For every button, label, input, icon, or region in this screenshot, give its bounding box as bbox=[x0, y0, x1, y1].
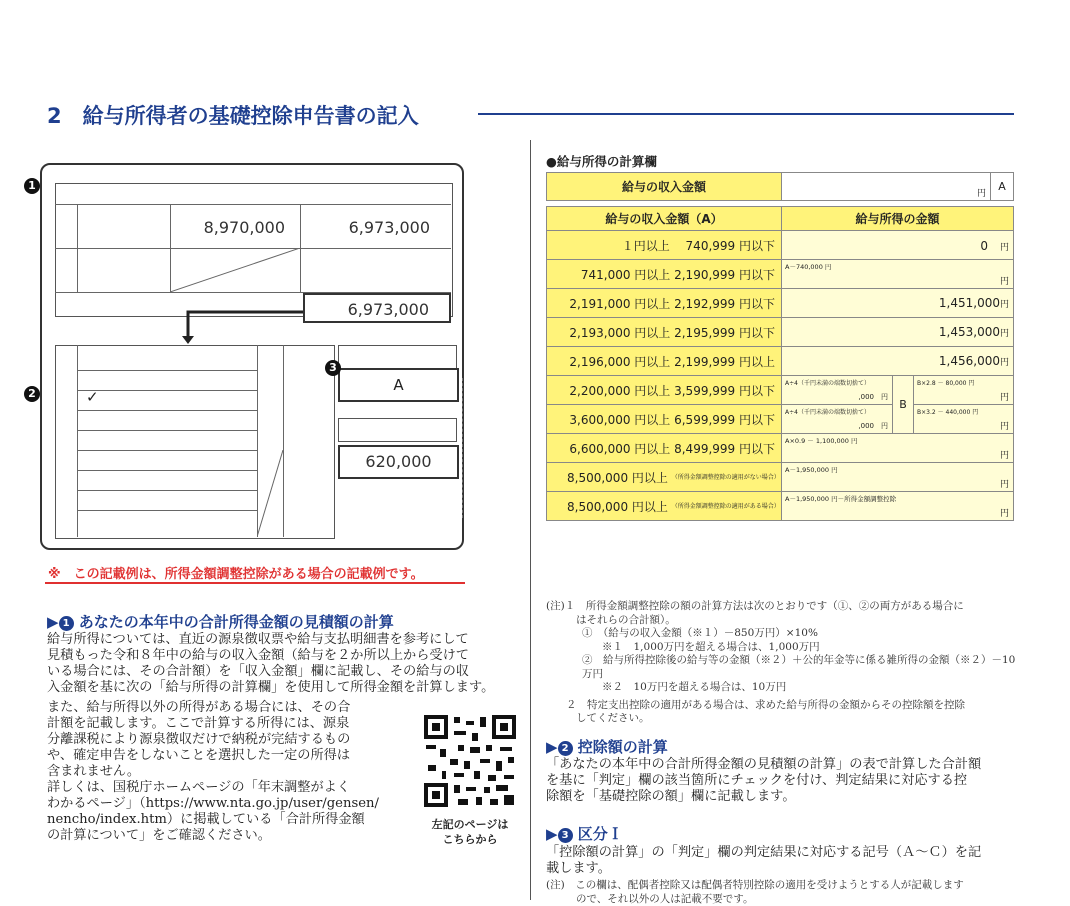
text-line: 左記のページは bbox=[420, 817, 520, 832]
section1-badge: 1 bbox=[59, 616, 74, 631]
range-text: 8,500,000 円以上 bbox=[567, 500, 668, 514]
text-line: nencho/index.htm）に掲載している「合計所得金額 bbox=[47, 812, 412, 828]
text-line: や、確定申告をしないことを選択した一定の所得は bbox=[47, 748, 412, 764]
grid-line bbox=[300, 204, 301, 292]
note-line: ※２ 10万円を超える場合は、10万円 bbox=[546, 681, 1016, 695]
badge-3: 3 bbox=[325, 360, 341, 376]
result-value: 1,456,000 bbox=[939, 354, 1000, 368]
result-cell bbox=[914, 405, 1014, 434]
result-value: 1,453,000 bbox=[939, 325, 1000, 339]
range-cell bbox=[547, 463, 782, 492]
section2-body bbox=[546, 757, 1016, 805]
formula-note: A÷4（千円未満の端数切捨て） bbox=[785, 378, 870, 387]
yen-unit: 円 bbox=[1000, 243, 1009, 253]
result-cell bbox=[782, 434, 1014, 463]
text-line: 含まれません。 bbox=[47, 764, 412, 780]
yen-unit: 円 bbox=[1000, 358, 1009, 368]
qr-code[interactable] bbox=[424, 715, 516, 807]
note-line: ※１ 1,000万円を超える場合は、1,000万円 bbox=[546, 641, 1016, 655]
formula-unit: ,000 円 bbox=[858, 392, 888, 402]
deduction-header bbox=[338, 418, 457, 442]
result-value: 0 bbox=[980, 239, 988, 253]
note-underline bbox=[45, 582, 465, 584]
formula-note: A÷4（千円未満の端数切捨て） bbox=[785, 407, 870, 416]
note-line: はそれらの合計額）。 bbox=[546, 614, 1016, 628]
text-line: 除額を「基礎控除の額」欄に記載します。 bbox=[546, 789, 1016, 805]
section1-title: あなたの本年中の合計所得金額の見積額の計算 bbox=[79, 613, 394, 631]
note-line: (注)１ 所得金額調整控除の額の計算方法は次のとおりです（①、②の両方がある場合に bbox=[546, 600, 1016, 614]
badge-2: 2 bbox=[24, 386, 40, 402]
range-cell: １円以上 740,999 円以下 bbox=[547, 231, 782, 260]
formula-note: A－1,950,000 円－所得金額調整控除 bbox=[785, 494, 896, 503]
section3-title: 区分Ｉ bbox=[578, 825, 623, 843]
text-line: また、給与所得以外の所得がある場合には、その合 bbox=[47, 700, 412, 716]
grid-line bbox=[283, 345, 284, 537]
triangle-icon: ▶ bbox=[546, 738, 558, 756]
diagonal-line bbox=[170, 248, 300, 292]
note-line: してください。 bbox=[546, 712, 1016, 726]
result-cell bbox=[782, 347, 1014, 376]
dashed-guide bbox=[462, 378, 464, 518]
salary-value: 6,973,000 bbox=[310, 218, 430, 237]
cell-a: A bbox=[991, 173, 1014, 201]
text-line: 載します。 bbox=[546, 861, 1016, 877]
yen-unit: 円 bbox=[1000, 506, 1009, 519]
grid-line bbox=[77, 450, 257, 451]
range-cell: 2,200,000 円以上 3,599,999 円以下 bbox=[547, 376, 782, 405]
page-title bbox=[47, 100, 419, 130]
grid-line bbox=[77, 510, 257, 511]
text-line: 詳しくは、国税庁ホームページの「年末調整がよく bbox=[47, 780, 412, 796]
grid-line bbox=[77, 390, 257, 391]
note-line: ② 給与所得控除後の給与等の金額（※２）＋公的年金等に係る雑所得の金額（※２）－10万円 bbox=[546, 654, 1016, 681]
quarter-cell bbox=[782, 405, 893, 434]
range-cell: 741,000 円以上 2,190,999 円以下 bbox=[547, 260, 782, 289]
text-line: 「控除額の計算」の「判定」欄の判定結果に対応する記号（Ａ～Ｃ）を記 bbox=[546, 845, 1016, 861]
text-line: こちらから bbox=[420, 832, 520, 847]
result-cell bbox=[782, 231, 1014, 260]
calc-notes bbox=[546, 600, 1016, 726]
text-line: の計算について」をご確認ください。 bbox=[47, 828, 412, 844]
cell-b: B bbox=[893, 376, 914, 434]
triangle-icon: ▶ bbox=[47, 613, 59, 631]
yen-unit: 円 bbox=[1000, 419, 1009, 432]
text-line: 計額を記載します。ここで計算する所得には、源泉 bbox=[47, 716, 412, 732]
income-calc-table bbox=[546, 206, 1014, 521]
check-mark: ✓ bbox=[86, 388, 99, 406]
range-cell: 2,191,000 円以上 2,192,999 円以下 bbox=[547, 289, 782, 318]
text-line: 見積もった令和８年中の給与の収入金額（給与を２か所以上から受けて bbox=[47, 648, 517, 664]
income-value: 8,970,000 bbox=[180, 218, 285, 237]
formula-note: A－1,950,000 円 bbox=[785, 465, 838, 474]
formula-note: A－740,000 円 bbox=[785, 262, 831, 271]
section3-badge: 3 bbox=[558, 828, 573, 843]
grid-line bbox=[55, 204, 451, 205]
section2-heading bbox=[546, 736, 668, 757]
text-line: 「あなたの本年中の合計所得金額の見積額の計算」の表で計算した合計額 bbox=[546, 757, 1016, 773]
note-line: ので、それ以外の人は記載不要です。 bbox=[546, 893, 1026, 906]
note-line: (注) この欄は、配偶者控除又は配偶者特別控除の適用を受けようとする人が記載します bbox=[546, 879, 1026, 893]
section2-title: 控除額の計算 bbox=[578, 738, 668, 756]
section2-badge: 2 bbox=[558, 741, 573, 756]
range-sub: （所得金額調整控除の適用がない場合） bbox=[672, 474, 748, 482]
range-cell: 3,600,000 円以上 6,599,999 円以下 bbox=[547, 405, 782, 434]
note-line: ２ 特定支出控除の適用がある場合は、求めた給与所得の金額からその控除額を控除 bbox=[546, 699, 1016, 713]
calc-table-label: ●給与所得の計算欄 bbox=[546, 152, 657, 170]
result-cell bbox=[914, 376, 1014, 405]
formula-note: B×3.2 － 440,000 円 bbox=[917, 407, 978, 416]
yen-unit: 円 bbox=[1000, 448, 1009, 461]
result-cell bbox=[782, 463, 1014, 492]
heading-number: 2 bbox=[47, 104, 62, 128]
quarter-cell bbox=[782, 376, 893, 405]
result-value: 1,451,000 bbox=[939, 296, 1000, 310]
range-cell: 2,196,000 円以上 2,199,999 円以上 bbox=[547, 347, 782, 376]
qr-caption bbox=[420, 817, 520, 847]
section1-para2 bbox=[47, 700, 412, 844]
example-note: ※ この記載例は、所得金額調整控除がある場合の記載例です。 bbox=[48, 563, 424, 582]
result-cell bbox=[782, 260, 1014, 289]
col-header-result: 給与所得の金額 bbox=[782, 207, 1014, 231]
section3-heading bbox=[546, 823, 623, 844]
grid-line bbox=[77, 430, 257, 431]
text-line: わかるページ」（https://www.nta.go.jp/user/gensen/ bbox=[47, 796, 412, 812]
income-input-table bbox=[546, 172, 1014, 201]
arrow-down-icon bbox=[178, 310, 308, 346]
range-cell bbox=[547, 492, 782, 521]
grid-line bbox=[77, 470, 257, 471]
yen-unit: 円 bbox=[977, 189, 986, 199]
formula-note: A×0.9 － 1,100,000 円 bbox=[785, 436, 858, 445]
text-line: 分離課税により源泉徴収だけで納税が完結するもの bbox=[47, 732, 412, 748]
income-label: 給与の収入金額 bbox=[547, 173, 782, 201]
grid-line bbox=[77, 370, 257, 371]
yen-unit: 円 bbox=[1000, 300, 1009, 310]
income-yen-cell[interactable] bbox=[782, 173, 991, 201]
yen-unit: 円 bbox=[1000, 477, 1009, 490]
text-line: 入金額を基に次の「給与所得の計算欄」を使用して所得金額を計算します。 bbox=[47, 680, 517, 696]
range-cell: 2,193,000 円以上 2,195,999 円以下 bbox=[547, 318, 782, 347]
total-value: 6,973,000 bbox=[303, 293, 451, 323]
grid-line bbox=[77, 490, 257, 491]
badge-1: 1 bbox=[24, 178, 40, 194]
result-cell bbox=[782, 492, 1014, 521]
result-cell bbox=[782, 289, 1014, 318]
category-value: A bbox=[338, 368, 459, 402]
deduction-value: 620,000 bbox=[338, 445, 459, 479]
col-header-income: 給与の収入金額（A） bbox=[547, 207, 782, 231]
section3-body bbox=[546, 845, 1016, 877]
section1-para1 bbox=[47, 632, 517, 696]
yen-unit: 円 bbox=[1000, 329, 1009, 339]
diagonal-line bbox=[257, 450, 283, 537]
text-line: を基に「判定」欄の該当箇所にチェックを付け、判定結果に対応する控 bbox=[546, 773, 1016, 789]
range-cell: 6,600,000 円以上 8,499,999 円以下 bbox=[547, 434, 782, 463]
text-line: いる場合には、その合計額）を「収入金額」欄に記載し、その給与の収 bbox=[47, 664, 517, 680]
section3-note bbox=[546, 879, 1026, 906]
formula-unit: ,000 円 bbox=[858, 421, 888, 431]
formula-note: B×2.8 － 80,000 円 bbox=[917, 378, 974, 387]
range-text: 8,500,000 円以上 bbox=[567, 471, 668, 485]
heading-text: 給与所得者の基礎控除申告書の記入 bbox=[83, 104, 419, 128]
yen-unit: 円 bbox=[1000, 390, 1009, 403]
section1-heading bbox=[47, 611, 394, 632]
yen-unit: 円 bbox=[1000, 274, 1009, 287]
range-sub: （所得金額調整控除の適用がある場合） bbox=[672, 503, 748, 511]
grid-line bbox=[77, 345, 78, 537]
column-divider bbox=[530, 140, 531, 900]
triangle-icon: ▶ bbox=[546, 825, 558, 843]
text-line: 給与所得については、直近の源泉徴収票や給与支払明細書を参考にして bbox=[47, 632, 517, 648]
title-rule bbox=[478, 113, 1014, 115]
grid-line bbox=[77, 410, 257, 411]
note-line: ① （給与の収入金額（※１）－850万円）×10% bbox=[546, 627, 1016, 641]
result-cell bbox=[782, 318, 1014, 347]
